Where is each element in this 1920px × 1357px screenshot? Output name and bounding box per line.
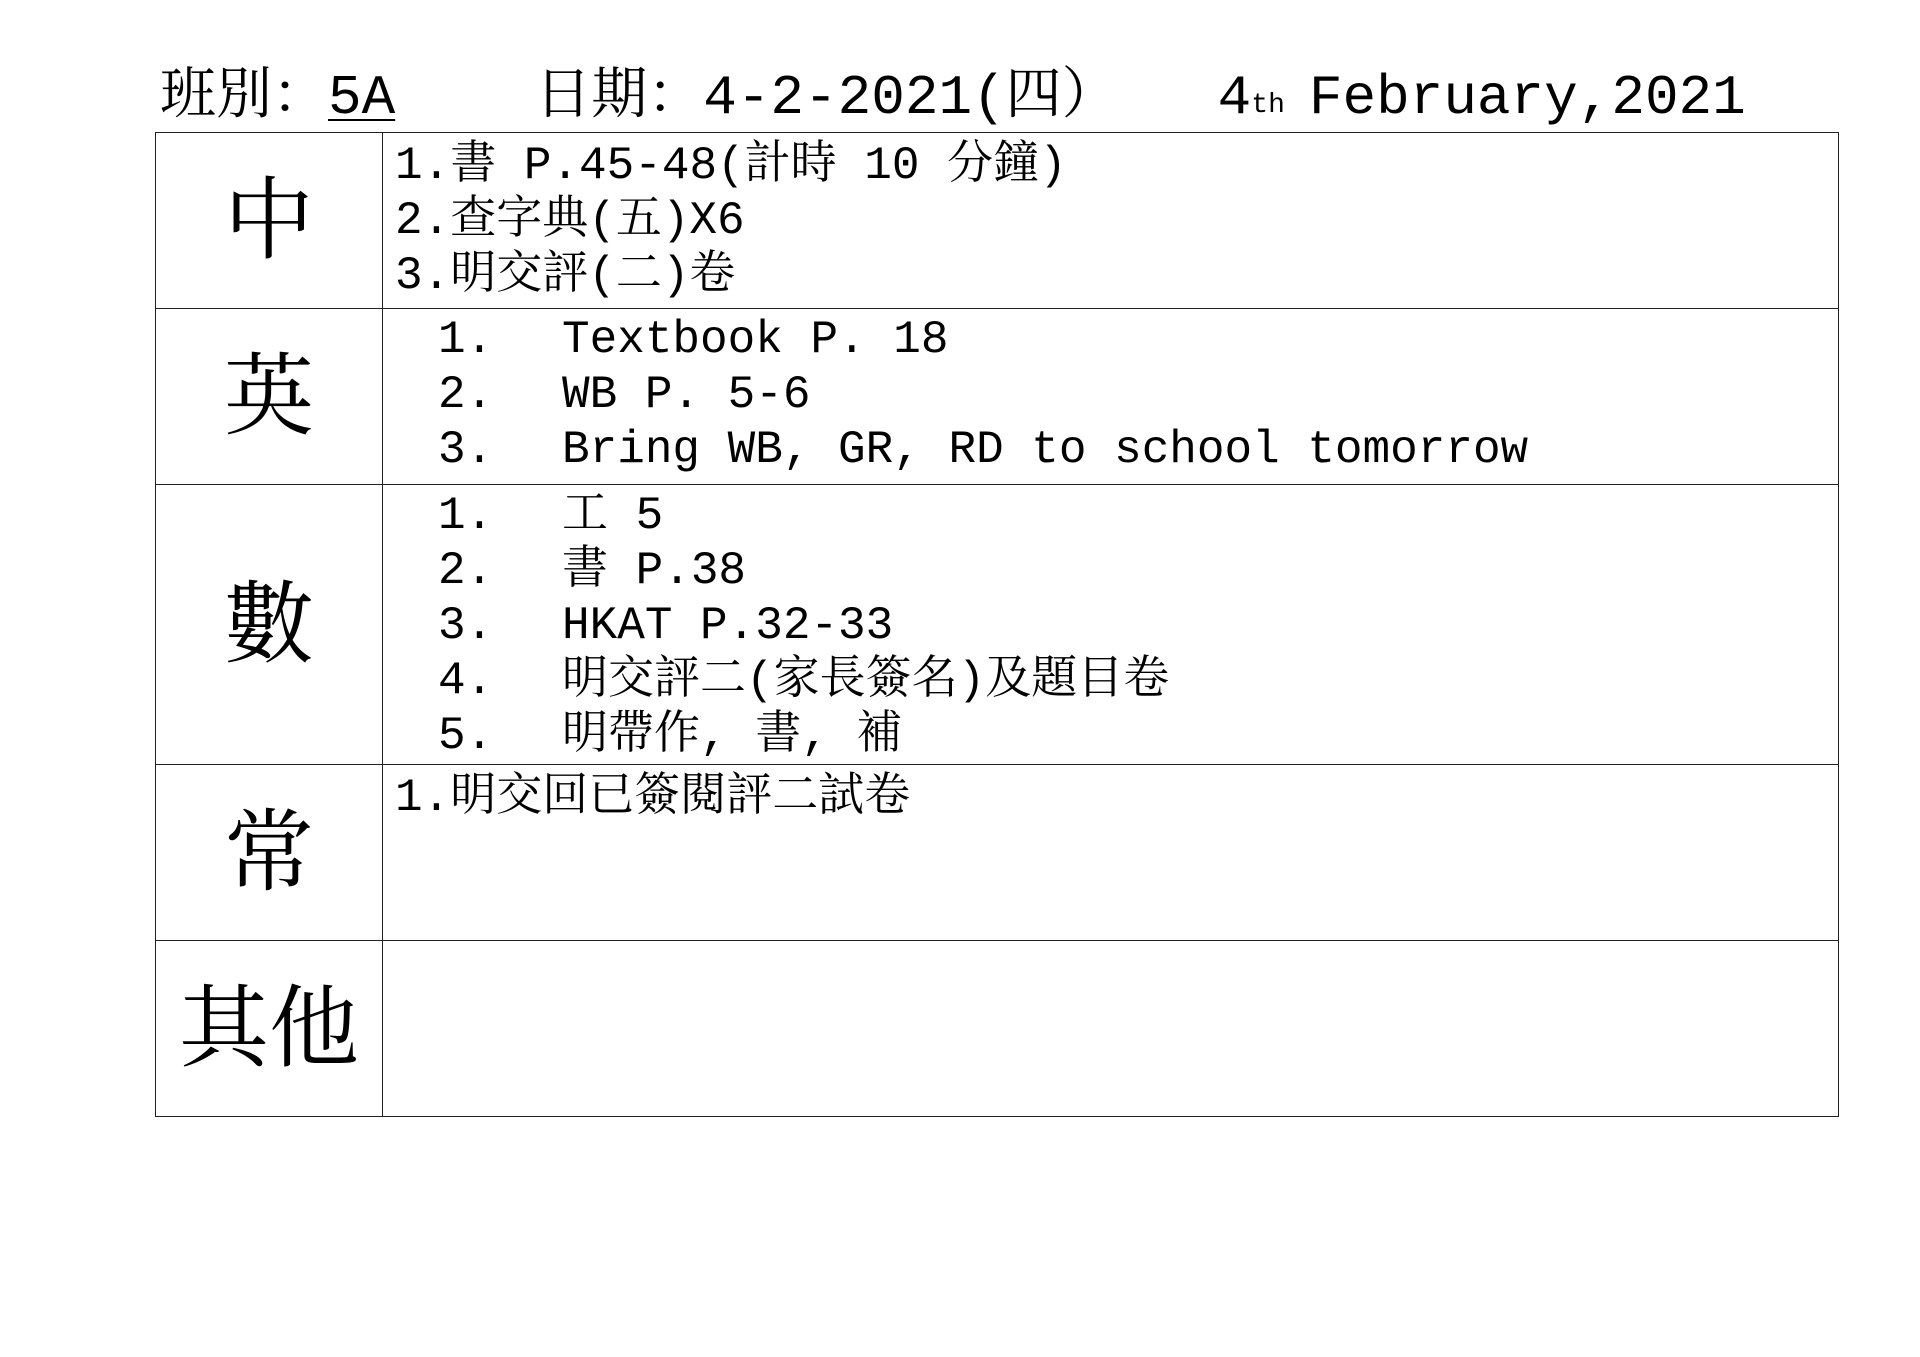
subject-content bbox=[383, 133, 1839, 309]
subject-row-chinese bbox=[156, 133, 1839, 309]
date-value: 4-2-2021(四） bbox=[703, 66, 1118, 130]
item-number: 4. bbox=[438, 655, 494, 707]
class-value: 5A bbox=[328, 66, 396, 130]
homework-list bbox=[383, 309, 1838, 478]
item-text: WB P. 5-6 bbox=[562, 369, 811, 421]
subject-name: 其他 bbox=[156, 941, 383, 1117]
item-text: 書 P.38 bbox=[562, 545, 747, 597]
item-text: 明帶作, 書, 補 bbox=[562, 710, 903, 762]
english-day: 4 bbox=[1217, 66, 1252, 130]
homework-item bbox=[383, 599, 1838, 654]
homework-item bbox=[383, 544, 1838, 599]
homework-item bbox=[383, 368, 1838, 423]
subject-row-math bbox=[156, 485, 1839, 765]
homework-item: 3.明交評(二)卷 bbox=[395, 250, 736, 302]
homework-item bbox=[383, 654, 1838, 709]
subject-name: 常 bbox=[156, 765, 383, 941]
item-number: 2. bbox=[438, 369, 494, 421]
date-label: 日期： bbox=[535, 66, 704, 130]
header bbox=[160, 52, 1746, 130]
item-number: 2. bbox=[438, 545, 494, 597]
homework-item: 1.明交回已簽閱評二試卷 bbox=[395, 772, 911, 824]
item-number: 3. bbox=[438, 424, 494, 476]
homework-item: 2.查字典(五)X6 bbox=[395, 195, 745, 247]
homework-item bbox=[383, 709, 1838, 764]
subject-content bbox=[383, 485, 1839, 765]
subject-name: 數 bbox=[156, 485, 383, 765]
subject-content bbox=[383, 309, 1839, 485]
homework-item bbox=[383, 489, 1838, 544]
english-month-year: February,2021 bbox=[1308, 66, 1746, 130]
homework-table bbox=[155, 132, 1839, 1117]
item-number: 1. bbox=[438, 314, 494, 366]
class-label: 班別： bbox=[160, 66, 328, 130]
subject-row-others bbox=[156, 941, 1839, 1117]
homework-list bbox=[383, 765, 1838, 826]
homework-item: 1.書 P.45-48(計時 10 分鐘) bbox=[395, 140, 1067, 192]
homework-item bbox=[383, 423, 1838, 478]
subject-row-general-studies bbox=[156, 765, 1839, 941]
subject-row-english bbox=[156, 309, 1839, 485]
item-number: 3. bbox=[438, 600, 494, 652]
subject-content bbox=[383, 765, 1839, 941]
english-day-suffix: th bbox=[1251, 90, 1285, 121]
subject-content bbox=[383, 941, 1839, 1117]
item-number: 1. bbox=[438, 490, 494, 542]
item-text: Textbook P. 18 bbox=[562, 314, 949, 366]
subject-name: 中 bbox=[156, 133, 383, 309]
item-text: HKAT P.32-33 bbox=[562, 600, 894, 652]
item-text: 工 5 bbox=[562, 490, 664, 542]
item-text: 明交評二(家長簽名)及題目卷 bbox=[562, 655, 1170, 707]
item-number: 5. bbox=[438, 710, 494, 762]
homework-list bbox=[383, 485, 1838, 764]
homework-item bbox=[383, 313, 1838, 368]
item-text: Bring WB, GR, RD to school tomorrow bbox=[562, 424, 1529, 476]
homework-list bbox=[383, 133, 1838, 304]
subject-name: 英 bbox=[156, 309, 383, 485]
